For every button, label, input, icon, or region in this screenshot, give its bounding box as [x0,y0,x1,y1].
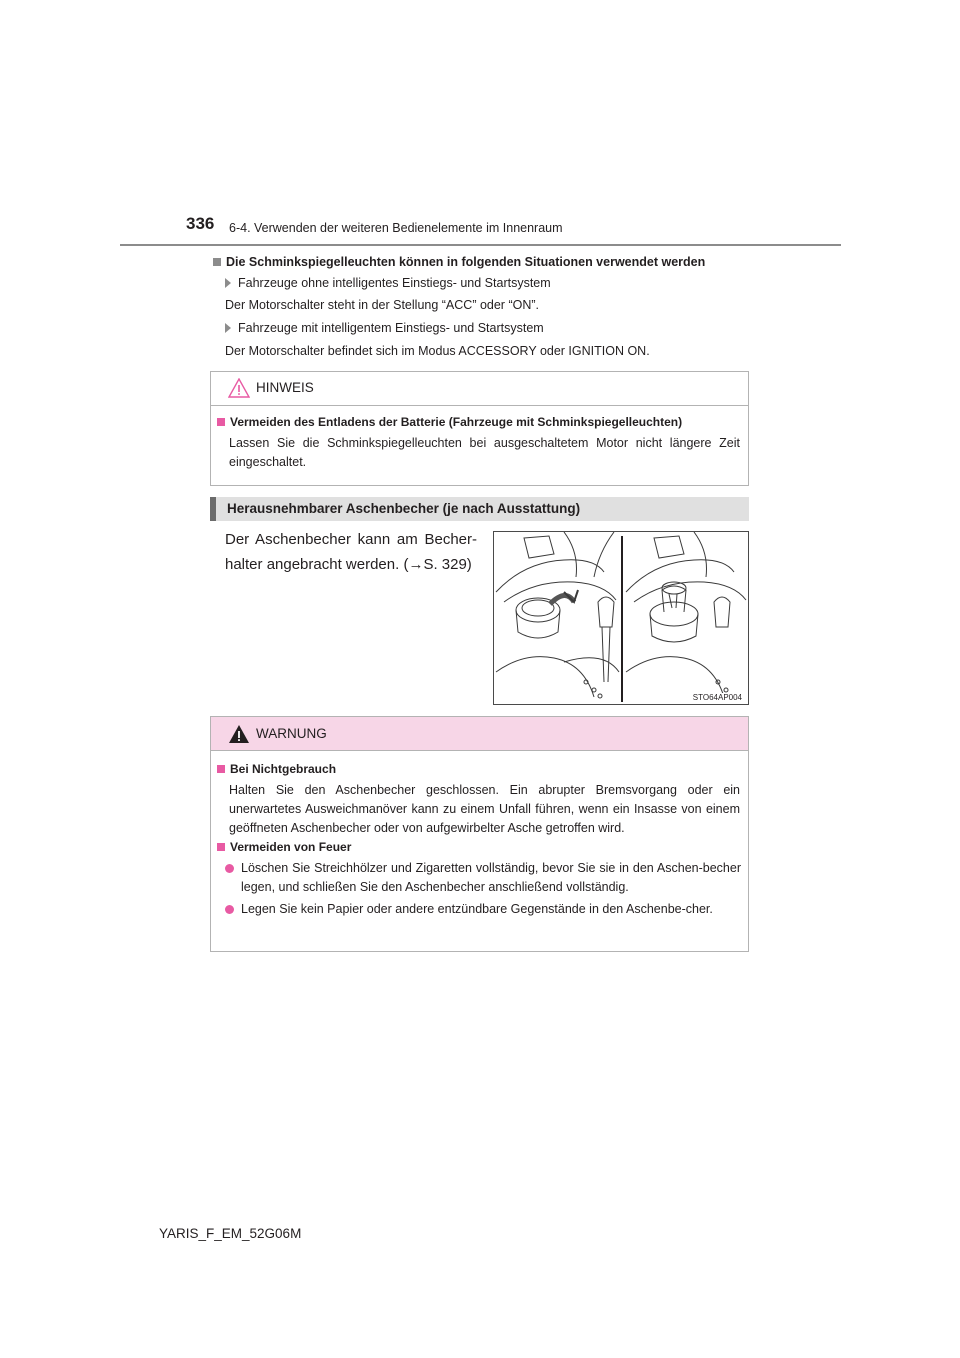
ashtray-illustration [493,531,749,705]
section-heading [213,255,705,269]
square-bullet-icon [217,765,225,773]
page-number: 336 [186,214,215,233]
list-item-text: Der Motorschalter befindet sich im Modus ACCESSORY oder IGNITION ON. [225,344,650,358]
warning-triangle-icon [228,724,250,744]
list-item-text: Der Motorschalter steht in der Stellung “ACC” oder “ON”. [225,298,539,312]
section-heading-text: Die Schminkspiegelleuchten können in folgenden Situationen verwendet werden [226,255,706,269]
dot-bullet-icon [225,905,234,914]
warnung-text: Halten Sie den Aschenbecher geschlossen. Ein abrupter Bremsvorgang oder ein unerwartetes Ausweichmanöver kann zu einem Unfall führen, wenn ein Insasse von einem geöffneten Aschenbecher oder von aufgewirbelter Asche getroffen wird. [229,783,740,835]
warnung-subheading-text: Vermeiden von Feuer [230,840,352,854]
ashtray-text: Der Aschenbecher kann am Becher-halter angebracht werden. (→S. 329) [225,531,477,573]
warnung-box [210,716,749,952]
hinweis-subheading-text: Vermeiden des Entladens der Batterie (Fahrzeuge mit Schminkspiegelleuchten) [230,415,683,429]
warnung-point-text: Löschen Sie Streichhölzer und Zigaretten vollständig, bevor Sie sie in den Aschen-becher legen, und schließen Sie den Aschenbecher anschließend vollständig. [241,861,741,894]
triangle-bullet-icon [225,323,231,333]
list-item-bullet: Fahrzeuge ohne intelligentes Einstiegs- und Startsystem [238,276,551,290]
list-item [225,321,544,335]
caution-triangle-icon [228,378,250,398]
banner-accent-bar [210,497,216,521]
hinweis-box [210,371,749,486]
image-code: STO64AP004 [692,693,742,702]
hinweis-subheading [217,415,682,429]
header-rule [120,244,841,246]
warnung-subheading [217,840,351,854]
banner-title: Herausnehmbarer Aschenbecher (je nach Ausstattung) [227,501,581,516]
square-bullet-icon [217,843,225,851]
warnung-label: WARNUNG [256,726,327,741]
warnung-point [225,859,741,897]
square-bullet-icon [217,418,225,426]
square-bullet-icon [213,258,221,266]
list-item-bullet: Fahrzeuge mit intelligentem Einstiegs- und Startsystem [238,321,544,335]
warnung-point [225,900,741,919]
warnung-subheading [217,762,336,776]
footer-doc-code: YARIS_F_EM_52G06M [159,1226,302,1241]
hinweis-text: Lassen Sie die Schminkspiegelleuchten bei ausgeschaltetem Motor nicht längere Zeit eingeschaltet. [229,436,740,469]
warnung-subheading-text: Bei Nichtgebrauch [230,762,337,776]
warnung-point-text: Legen Sie kein Papier oder andere entzündbare Gegenstände in den Aschenbe-cher. [241,902,713,916]
section-banner [210,497,749,521]
hinweis-header [211,372,748,406]
list-item [225,276,551,290]
warnung-header [211,717,748,751]
dot-bullet-icon [225,864,234,873]
hinweis-label: HINWEIS [256,380,314,395]
triangle-bullet-icon [225,278,231,288]
illustration-drawing [494,532,748,704]
chapter-title: 6-4. Verwenden der weiteren Bedienelemente im Innenraum [229,221,563,235]
